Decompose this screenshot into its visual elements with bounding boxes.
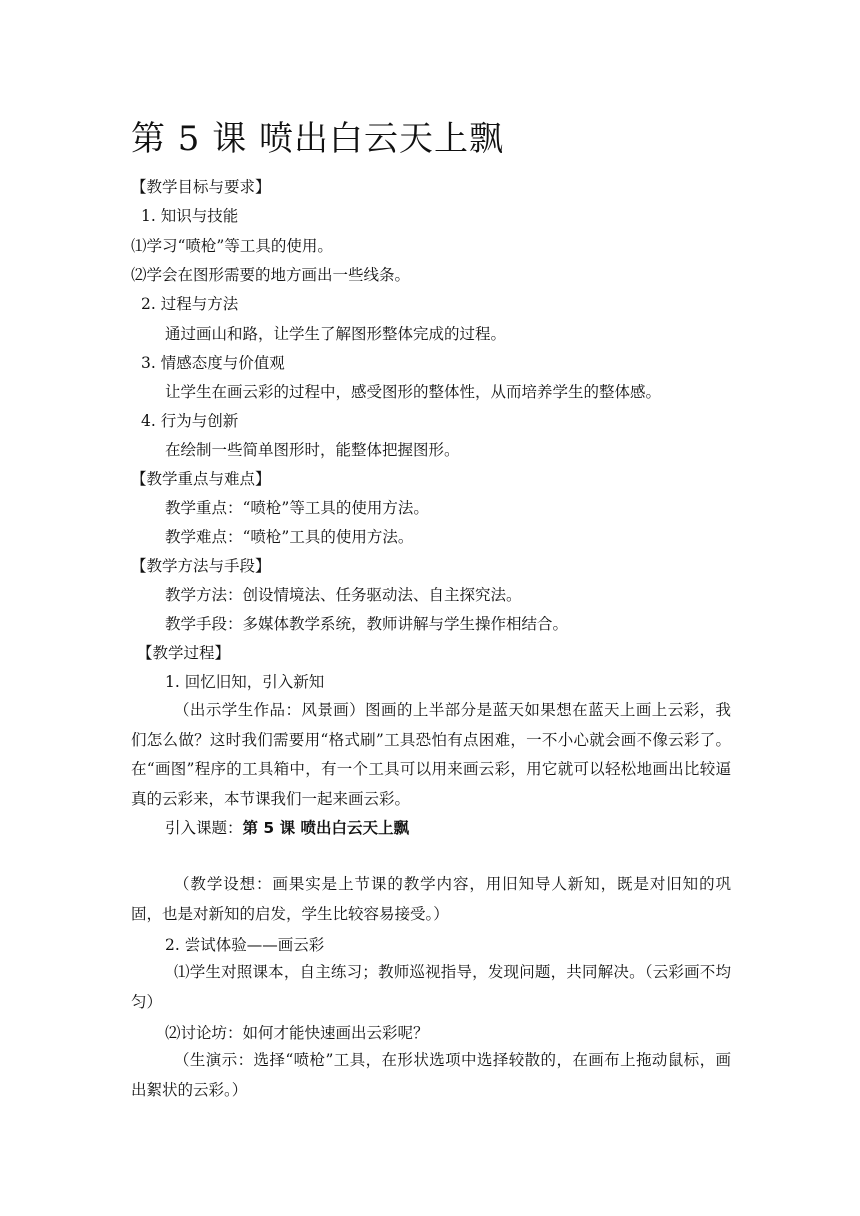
teaching-means: 教学手段：多媒体教学系统，教师讲解与学生操作相结合。: [165, 615, 569, 633]
process-step-2-demo: （生演示：选择“喷枪”工具，在形状选项中选择较散的，在画布上拖动鼠标，画出絮状的云彩。）: [131, 1051, 731, 1099]
section-1-heading: 1. 知识与技能: [141, 207, 239, 225]
section-1-item-b: ⑵学会在图形需要的地方画出一些线条。: [131, 266, 411, 284]
process-step-2-item-a: ⑴学生对照课本，自主练习；教师巡视指导，发现问题，共同解决。（云彩画不均匀）: [131, 963, 731, 1011]
intro-topic-title: 第 5 课 喷出白云天上飘: [242, 819, 409, 837]
heading-goals: 【教学目标与要求】: [131, 178, 271, 196]
intro-topic: [165, 817, 409, 839]
process-step-1-text: （出示学生作品：风景画）图画的上半部分是蓝天如果想在蓝天上画上云彩，我们怎么做？这时我们需要用“格式刷”工具恐怕有点困难，一不小心就会画不像云彩了。在“画图”程序的工具箱中，有一个工具可以用来画云彩，用它就可以轻松地画出比较逼真的云彩来，本节课我们一起来画云彩。: [131, 701, 731, 808]
heading-key-points: 【教学重点与难点】: [131, 470, 271, 488]
section-4-text: 在绘制一些简单图形时，能整体把握图形。: [165, 441, 460, 459]
key-point: 教学重点：“喷枪”等工具的使用方法。: [165, 499, 429, 517]
process-step-2-item-b: ⑵讨论坊：如何才能快速画出云彩呢？: [165, 1024, 429, 1042]
section-4-heading: 4. 行为与创新: [141, 412, 239, 430]
teaching-method: 教学方法：创设情境法、任务驱动法、自主探究法。: [165, 586, 522, 604]
section-3-heading: 3. 情感态度与价值观: [141, 354, 285, 372]
heading-methods: 【教学方法与手段】: [131, 557, 271, 575]
section-2-heading: 2. 过程与方法: [141, 295, 239, 313]
intro-topic-prefix: 引入课题：: [165, 819, 243, 837]
section-1-item-a: ⑴学习“喷枪”等工具的使用。: [131, 237, 333, 255]
difficult-point: 教学难点：“喷枪”工具的使用方法。: [165, 528, 414, 546]
section-2-text: 通过画山和路，让学生了解图形整体完成的过程。: [165, 325, 507, 343]
design-idea-text: （教学设想：画果实是上节课的教学内容，用旧知导人新知，既是对旧知的巩固，也是对新知的启发，学生比较容易接受。）: [131, 875, 731, 923]
heading-process: 【教学过程】: [137, 644, 231, 662]
lesson-title: 第 5 课 喷出白云天上飘: [131, 119, 505, 159]
section-3-text: 让学生在画云彩的过程中，感受图形的整体性，从而培养学生的整体感。: [165, 383, 662, 401]
process-step-1-heading: 1. 回忆旧知，引入新知: [165, 673, 325, 691]
process-step-2-heading: 2. 尝试体验——画云彩: [165, 936, 325, 954]
